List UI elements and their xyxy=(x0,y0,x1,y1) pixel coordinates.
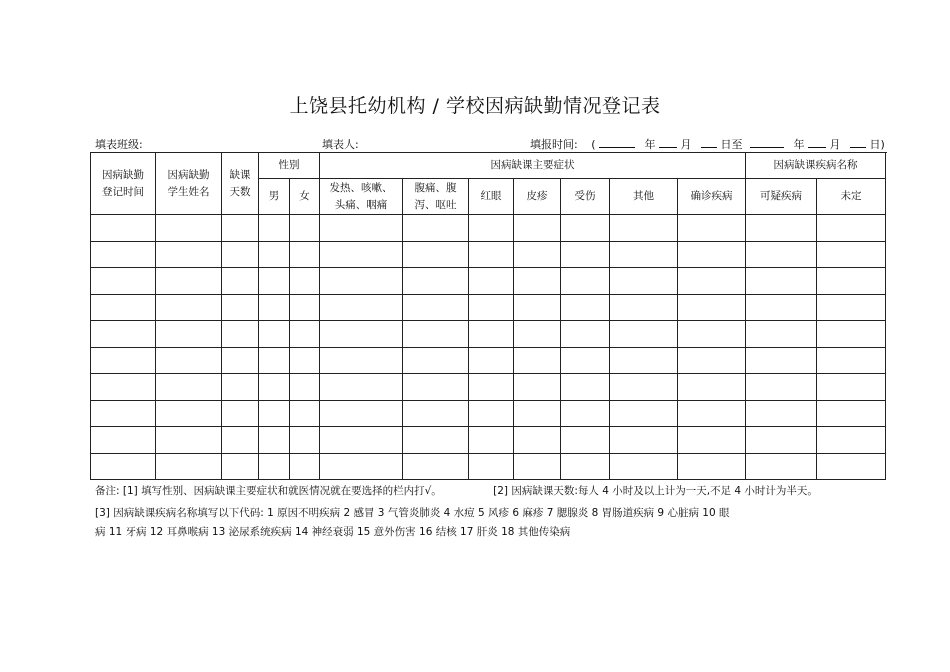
table-cell xyxy=(469,294,514,321)
table-cell xyxy=(91,321,156,348)
page-title: 上饶县托幼机构 / 学校因病缺勤情况登记表 xyxy=(289,95,661,117)
table-cell xyxy=(746,400,817,427)
table-cell xyxy=(259,294,290,321)
end-year-blank xyxy=(750,137,784,148)
header-disease-group: 因病缺课疾病名称 xyxy=(746,153,886,179)
day-to-label: 日至 xyxy=(720,138,743,151)
note-line-2: [3] 因病缺课疾病名称填写以下代码: 1 原因不明疾病 2 感冒 3 气管炎肺炎 4 水痘 5 风疹 6 麻疹 7 腮腺炎 8 胃肠道疾病 9 心脏病 10 眼 xyxy=(95,507,730,519)
table-cell xyxy=(156,268,222,295)
table-cell xyxy=(259,347,290,374)
header-confirmed-disease: 确诊疾病 xyxy=(678,179,746,215)
table-cell xyxy=(610,347,678,374)
table-cell xyxy=(156,347,222,374)
table-cell xyxy=(403,453,469,480)
table-cell xyxy=(514,241,561,268)
table-cell xyxy=(91,347,156,374)
table-cell xyxy=(290,241,320,268)
table-cell xyxy=(156,427,222,454)
table-cell xyxy=(514,427,561,454)
table-cell xyxy=(320,374,403,401)
table-cell xyxy=(561,268,610,295)
table-cell xyxy=(610,427,678,454)
header-undetermined: 未定 xyxy=(817,179,886,215)
table-cell xyxy=(91,427,156,454)
note-line-1 xyxy=(95,483,818,498)
table-cell xyxy=(746,294,817,321)
table-cell xyxy=(222,374,259,401)
table-cell xyxy=(156,453,222,480)
table-cell xyxy=(320,241,403,268)
table-cell xyxy=(222,215,259,242)
table-cell xyxy=(222,400,259,427)
table-cell xyxy=(561,427,610,454)
table-cell xyxy=(156,374,222,401)
end-month-blank xyxy=(808,137,826,148)
table-cell xyxy=(514,374,561,401)
table-cell xyxy=(678,427,746,454)
header-rash: 皮疹 xyxy=(514,179,561,215)
table-row xyxy=(91,241,886,268)
table-cell xyxy=(320,427,403,454)
table-cell xyxy=(561,241,610,268)
table-row xyxy=(91,427,886,454)
table-cell xyxy=(469,215,514,242)
table-cell xyxy=(290,294,320,321)
header-absence-days: 缺课 天数 xyxy=(222,153,259,215)
table-row xyxy=(91,453,886,480)
table-cell xyxy=(817,400,886,427)
table-cell xyxy=(817,347,886,374)
table-cell xyxy=(746,241,817,268)
table-row xyxy=(91,347,886,374)
table-cell xyxy=(290,215,320,242)
table-cell xyxy=(561,215,610,242)
header-female: 女 xyxy=(290,179,320,215)
table-row xyxy=(91,321,886,348)
table-cell xyxy=(320,400,403,427)
table-cell xyxy=(222,453,259,480)
table-cell xyxy=(817,321,886,348)
table-cell xyxy=(746,215,817,242)
table-cell xyxy=(678,400,746,427)
table-cell xyxy=(259,215,290,242)
table-cell xyxy=(156,321,222,348)
table-cell xyxy=(259,427,290,454)
start-year-blank xyxy=(599,137,635,148)
table-cell xyxy=(817,215,886,242)
table-cell xyxy=(561,453,610,480)
time-open-paren: ( xyxy=(591,138,596,151)
start-month-label: 月 xyxy=(680,138,692,151)
table-cell xyxy=(290,374,320,401)
table-cell xyxy=(817,427,886,454)
table-cell xyxy=(91,453,156,480)
table-cell xyxy=(678,321,746,348)
table-cell xyxy=(290,268,320,295)
table-cell xyxy=(561,400,610,427)
table-cell xyxy=(290,321,320,348)
header-registration-time: 因病缺勤 登记时间 xyxy=(91,153,156,215)
table-cell xyxy=(259,241,290,268)
table-cell xyxy=(320,215,403,242)
table-cell xyxy=(403,215,469,242)
table-cell xyxy=(678,374,746,401)
table-cell xyxy=(156,241,222,268)
table-cell xyxy=(817,268,886,295)
table-cell xyxy=(320,321,403,348)
table-cell xyxy=(469,374,514,401)
table-cell xyxy=(259,400,290,427)
table-cell xyxy=(610,321,678,348)
table-cell xyxy=(320,268,403,295)
table-cell xyxy=(320,294,403,321)
header-student-name: 因病缺勤 学生姓名 xyxy=(156,153,222,215)
table-cell xyxy=(469,453,514,480)
table-row xyxy=(91,294,886,321)
table-cell xyxy=(403,347,469,374)
start-day-blank xyxy=(701,137,717,148)
table-cell xyxy=(222,321,259,348)
table-cell xyxy=(91,215,156,242)
table-cell xyxy=(290,347,320,374)
filler-label: 填表人: xyxy=(322,138,359,151)
table-cell xyxy=(817,374,886,401)
table-cell xyxy=(469,241,514,268)
table-cell xyxy=(259,268,290,295)
table-cell xyxy=(156,294,222,321)
table-cell xyxy=(91,374,156,401)
table-cell xyxy=(817,294,886,321)
day-end-label: 日) xyxy=(869,138,885,151)
table-cell xyxy=(403,321,469,348)
header-symptoms-group: 因病缺课主要症状 xyxy=(320,153,746,179)
absence-register-table xyxy=(90,152,886,480)
table-cell xyxy=(222,294,259,321)
table-cell xyxy=(156,400,222,427)
table-cell xyxy=(403,427,469,454)
start-year-label: 年 xyxy=(644,138,656,151)
header-fever-cough: 发热、咳嗽、 头痛、咽痛 xyxy=(320,179,403,215)
report-time-field xyxy=(530,136,885,152)
end-year-label: 年 xyxy=(793,138,805,151)
table-cell xyxy=(469,427,514,454)
table-cell xyxy=(610,374,678,401)
table-cell xyxy=(403,294,469,321)
table-cell xyxy=(610,241,678,268)
table-cell xyxy=(290,427,320,454)
table-cell xyxy=(290,453,320,480)
header-abdominal: 腹痛、腹 泻、呕吐 xyxy=(403,179,469,215)
note-line-3: 病 11 牙病 12 耳鼻喉病 13 泌尿系统疾病 14 神经衰弱 15 意外伤害 16 结核 17 肝炎 18 其他传染病 xyxy=(95,526,571,538)
header-gender: 性别 xyxy=(259,153,320,179)
table-cell xyxy=(469,268,514,295)
table-cell xyxy=(746,347,817,374)
table-cell xyxy=(514,400,561,427)
table-cell xyxy=(561,374,610,401)
note-2: [2] 因病缺课天数:每人 4 小时及以上计为一天,不足 4 小时计为半天。 xyxy=(493,485,818,497)
table-cell xyxy=(290,400,320,427)
table-cell xyxy=(746,268,817,295)
header-red-eye: 红眼 xyxy=(469,179,514,215)
table-cell xyxy=(817,241,886,268)
note-1: 备注: [1] 填写性别、因病缺课主要症状和就医情况就在要选择的栏内打√。 xyxy=(95,485,442,497)
table-row xyxy=(91,374,886,401)
table-cell xyxy=(514,294,561,321)
table-cell xyxy=(222,268,259,295)
table-cell xyxy=(320,347,403,374)
header-suspected-disease: 可疑疾病 xyxy=(746,179,817,215)
table-cell xyxy=(817,453,886,480)
table-cell xyxy=(222,347,259,374)
end-day-blank xyxy=(850,137,866,148)
table-row xyxy=(91,268,886,295)
class-field xyxy=(95,136,143,152)
header-other: 其他 xyxy=(610,179,678,215)
table-cell xyxy=(561,294,610,321)
table-cell xyxy=(403,400,469,427)
table-cell xyxy=(469,347,514,374)
table-cell xyxy=(746,427,817,454)
table-cell xyxy=(91,294,156,321)
table-row xyxy=(91,400,886,427)
table-cell xyxy=(678,453,746,480)
table-cell xyxy=(222,241,259,268)
table-cell xyxy=(678,294,746,321)
table-cell xyxy=(91,268,156,295)
table-cell xyxy=(610,453,678,480)
table-cell xyxy=(259,453,290,480)
table-cell xyxy=(678,215,746,242)
table-cell xyxy=(222,427,259,454)
header-male: 男 xyxy=(259,179,290,215)
table-cell xyxy=(678,241,746,268)
filler-field xyxy=(322,136,359,152)
table-cell xyxy=(514,215,561,242)
table-cell xyxy=(514,321,561,348)
table-cell xyxy=(403,241,469,268)
table-cell xyxy=(746,453,817,480)
table-cell xyxy=(678,268,746,295)
table-cell xyxy=(610,294,678,321)
table-cell xyxy=(514,453,561,480)
end-month-label: 月 xyxy=(829,138,841,151)
class-label: 填表班级: xyxy=(95,138,143,151)
table-cell xyxy=(320,453,403,480)
table-cell xyxy=(610,268,678,295)
table-cell xyxy=(561,321,610,348)
table-cell xyxy=(403,268,469,295)
table-cell xyxy=(259,321,290,348)
table-cell xyxy=(469,400,514,427)
table-cell xyxy=(91,241,156,268)
time-label: 填报时间: xyxy=(530,138,578,151)
table-cell xyxy=(403,374,469,401)
table-cell xyxy=(91,400,156,427)
start-month-blank xyxy=(659,137,677,148)
table-cell xyxy=(746,321,817,348)
table-cell xyxy=(610,215,678,242)
table-cell xyxy=(678,347,746,374)
table-cell xyxy=(259,374,290,401)
table-cell xyxy=(561,347,610,374)
table-cell xyxy=(610,400,678,427)
table-cell xyxy=(156,215,222,242)
table-cell xyxy=(469,321,514,348)
table-cell xyxy=(746,374,817,401)
table-cell xyxy=(514,268,561,295)
header-injury: 受伤 xyxy=(561,179,610,215)
table-row xyxy=(91,215,886,242)
table-cell xyxy=(514,347,561,374)
